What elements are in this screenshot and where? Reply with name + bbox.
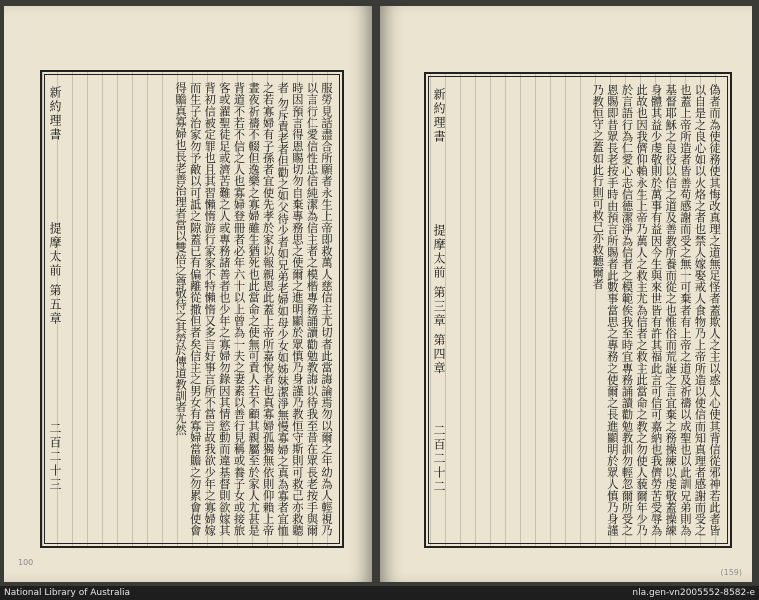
footer-library-name: National Library of Australia <box>4 588 131 598</box>
left-text-frame <box>40 70 344 548</box>
right-book-title: 新約理書 <box>432 88 446 144</box>
left-book-title: 新約理書 <box>48 86 62 142</box>
left-folio-number: 二百二十三 <box>48 422 62 492</box>
right-pencil-note: (159) <box>720 568 742 577</box>
footer-item-id: nla.gen-vn2005552-8582-e <box>632 588 755 598</box>
archive-footer <box>0 586 759 600</box>
right-text-frame <box>424 72 732 548</box>
right-folio-number: 二百二十二 <box>432 424 446 494</box>
right-body-text: 偽者而為使徒務使其悔改真理之道無足怪者蓋欺人之主以惑人心使其背信從邪神若此者皆以自是之良心如以火烙之者也禁人嫁娶戒人食物乃上帝所造以使信而知真理者感謝而受之也蓋上帝所造者皆善苟感謝而受之無一可棄者有上帝之道及祈禱以成聖也以此訓兄弟則為基督耶穌之良役以信之道及善教所養而從之也惟俗而荒誕之言宜棄之務操練以虔敬蓋操練身體其益少虔敬則於萬事有益因今生與來世皆有許其福此言可信可嘉納也我儕勞苦受辱為此故也因我儕仰賴永生上帝乃萬人之救主尤為信者之救主此當命之教之勿使人藐爾年少乃於言語行為仁愛心志信德潔淨為信者之模範俟我至時宜專務誦讀勸勉教訓勿輕忽爾所受之恩賜即昔眾長老按手時由預言所賜者此數事當思之專務之使爾之長進顯明於眾人慎乃身謹乃教恒守之蓋如此行則可救己亦救聽爾者 <box>591 84 722 536</box>
right-page <box>380 6 752 582</box>
right-chapter-heading: 提摩太前 第三章 第四章 <box>432 224 446 376</box>
left-chapter-heading: 提摩太前 第五章 <box>48 222 62 326</box>
left-pencil-note: 100 <box>18 558 34 567</box>
left-body-text: 服勞見話盡合所願者永生上帝即救萬人慈信主尤切者此當誨論焉勿以爾之年幼為人輕視乃以言行仁愛信性忠信純潔為信主者之模楷專務誦讀勸勉教誨以待我至昔在眾長老按手與爾時因預言得恩賜切勿自棄專務思之使爾之進明顯於眾慎乃身謹乃教恒守斯則可救己亦救聽者 勿斥責老者但勸之如父待少者如兄弟老婦如母少女如姊妹潔淨無慢寡婦之真為寡者宜恤之若寡婦有子孫者宜使先孝於家以報親恩此蓋上帝所嘉悅者也真寡婦孤獨無依則仰賴上帝晝夜祈禱不輟但逸樂之寡婦雖生猶死也此當命之使無可責人若不顧其親屬至於家人尤甚是背道不若不信之人也寡婦登冊者必年六十以上曾為一夫之妻素以善行見稱或養子女或接旅客或濯聖徒足或濟苦難之人或專務諸善者也少年之寡婦勿錄因其情慾動而違基督則欲嫁其背初信被定罪也且其習懶惰游行家家不特懶惰又多言好事言所不當言故我欲少年之寡婦嫁而生子治家勿予敵以可詆之隙蓋已有偏離從撒但者矣信主之男女有寡婦當贍之勿累會使會得贍真寡婦也長老善治理者當以雙倍之尊敬待之其勞於傳道教訓者尤然 <box>174 82 334 536</box>
left-page <box>4 6 372 582</box>
